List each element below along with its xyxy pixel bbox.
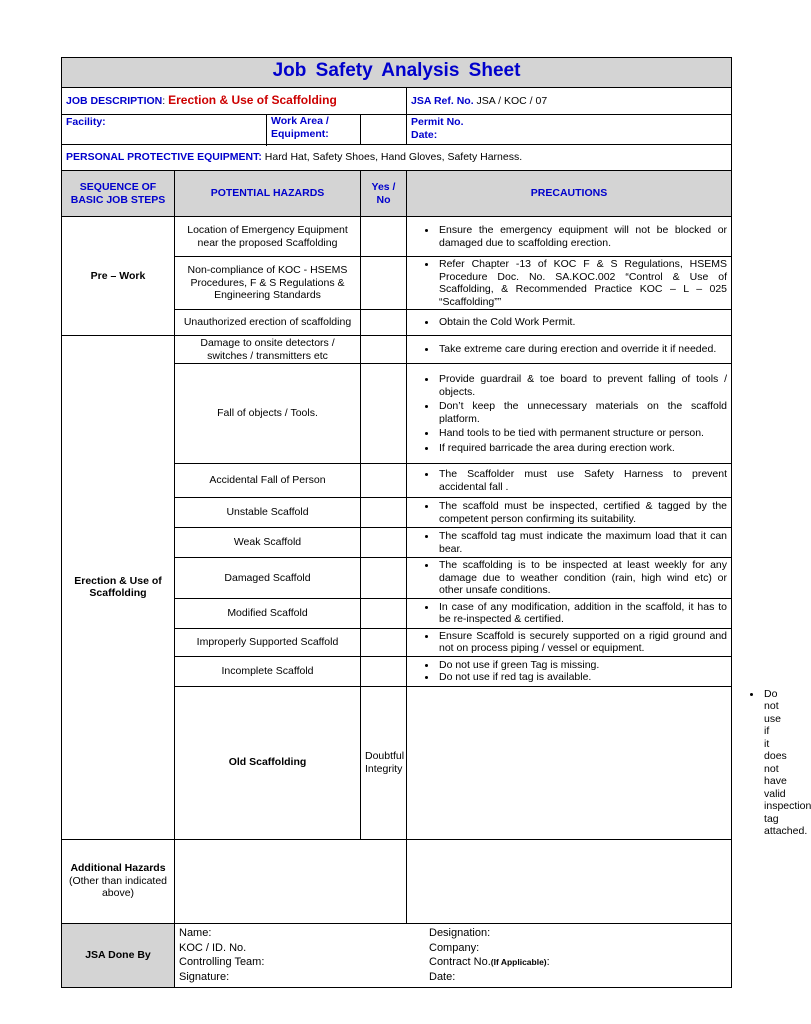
footer-designation: Designation: <box>429 927 491 939</box>
precaution-item: • Do not use if it does not have valid inspection tag attached. <box>762 688 764 838</box>
hazard-cell: Incomplete Scaffold <box>175 656 361 686</box>
additional-precautions-cell <box>407 839 732 923</box>
footer-company: Company: <box>429 941 480 954</box>
yes-no-cell <box>361 656 407 686</box>
precaution-item: • The scaffold tag must indicate the maximum load that it can bear. <box>437 530 727 555</box>
hazard-cell: Doubtful Integrity <box>361 686 407 839</box>
job-description-value: Erection & Use of Scaffolding <box>168 93 337 108</box>
table-row <box>62 217 732 257</box>
additional-hazards-title: Additional Hazards <box>70 862 166 875</box>
precaution-item: • Ensure the emergency equipment will not be blocked or damaged due to scaffolding erection. <box>437 224 727 249</box>
yes-no-cell <box>361 257 407 310</box>
yes-no-cell <box>407 686 732 839</box>
hazard-cell: Fall of objects / Tools. <box>175 364 361 464</box>
precaution-item: • Do not use if green Tag is missing. <box>437 659 727 672</box>
hazard-cell: Damage to onsite detectors / switches / transmitters etc <box>175 336 361 364</box>
title-row <box>62 58 732 88</box>
hazard-cell: Weak Scaffold <box>175 528 361 558</box>
ppe-value: Hard Hat, Safety Shoes, Hand Gloves, Safety Harness. <box>264 151 523 164</box>
header-precautions: PRECAUTIONS <box>407 171 732 217</box>
job-description-row: JOB DESCRIPTION: Erection & Use of Scaffolding JSA Ref. No. JSA / KOC / 07 <box>62 88 732 115</box>
jsa-done-by-row <box>62 923 732 987</box>
jsa-ref-value: JSA / KOC / 07 <box>476 94 548 107</box>
hazard-cell: Accidental Fall of Person <box>175 464 361 498</box>
hazard-cell: Non-compliance of KOC - HSEMS Procedures, F & S Regulations & Engineering Standards <box>175 257 361 310</box>
yes-no-cell <box>361 558 407 599</box>
additional-hazards-subtitle: (Other than indicated above) <box>68 874 168 900</box>
precaution-item: • In case of any modification, addition in the scaffold, it has to be re-inspected & certified. <box>437 601 727 626</box>
hazard-cell: Location of Emergency Equipment near the proposed Scaffolding <box>175 217 361 257</box>
yes-no-cell <box>361 310 407 336</box>
step-erection-use: Erection & Use of Scaffolding <box>62 336 175 840</box>
date-label: Date: <box>411 128 438 141</box>
yes-no-cell <box>361 498 407 528</box>
precaution-item: • The Scaffolder must use Safety Harness to prevent accidental fall . <box>437 468 727 493</box>
header-yes-no: Yes / No <box>361 171 407 217</box>
additional-hazards-row <box>62 839 732 923</box>
facility-label: Facility: <box>66 116 106 128</box>
footer-contract-no: Contract No. <box>429 956 491 968</box>
work-area-label: Work Area / Equipment: <box>271 115 329 140</box>
precaution-item: • The scaffolding is to be inspected at least weekly for any damage due to weather condition (rain, high wind etc) or other unsafe conditions. <box>437 559 727 597</box>
jsa-ref-label: JSA Ref. No. <box>411 94 474 107</box>
footer-name: Name: <box>179 927 212 939</box>
jsa-sheet-table <box>61 57 811 988</box>
precaution-item: • Do not use if red tag is available. <box>437 671 727 684</box>
footer-if-applicable: (If Applicable) <box>490 957 547 967</box>
footer-koc-id: KOC / ID. No. <box>179 941 247 954</box>
header-hazards: POTENTIAL HAZARDS <box>175 171 361 217</box>
permit-no-label: Permit No. <box>411 116 464 128</box>
additional-hazards-cell <box>175 839 407 923</box>
ppe-row <box>62 145 732 171</box>
yes-no-cell <box>361 598 407 628</box>
yes-no-cell <box>361 364 407 464</box>
precaution-item: • Ensure Scaffold is securely supported on a rigid ground and not on process piping / vessel or equipment. <box>437 630 727 655</box>
precaution-item: • Refer Chapter -13 of KOC F & S Regulations, HSEMS Procedure Doc. No. SA.KOC.002 “Control & Use of Scaffolding, & Recommended Practice KOC – L – 025 “Scaffolding”” <box>437 258 727 308</box>
step-old-scaffolding: Old Scaffolding <box>175 686 361 839</box>
footer-date: Date: <box>429 970 456 983</box>
header-steps: SEQUENCE OF BASIC JOB STEPS <box>62 171 175 217</box>
ppe-label: PERSONAL PROTECTIVE EQUIPMENT: <box>66 151 262 164</box>
yes-no-cell <box>361 528 407 558</box>
precaution-item: • Hand tools to be tied with permanent structure or person. <box>437 427 727 440</box>
precaution-item: • Obtain the Cold Work Permit. <box>437 316 727 329</box>
footer-signature: Signature: <box>179 970 230 983</box>
hazard-cell: Improperly Supported Scaffold <box>175 628 361 656</box>
jsa-done-by-label: JSA Done By <box>62 923 175 987</box>
job-description-label: JOB DESCRIPTION <box>66 95 163 108</box>
precaution-item: • Provide guardrail & toe board to prevent falling of tools / objects. <box>437 373 727 398</box>
hazard-cell: Modified Scaffold <box>175 598 361 628</box>
precaution-item: • If required barricade the area during erection work. <box>437 442 727 455</box>
sheet-title: Job Safety Analysis Sheet <box>272 60 521 82</box>
step-pre-work: Pre – Work <box>62 217 175 336</box>
column-header-row <box>62 171 732 217</box>
yes-no-cell <box>361 217 407 257</box>
yes-no-cell <box>361 336 407 364</box>
footer-controlling-team: Controlling Team: <box>179 956 265 968</box>
yes-no-cell <box>361 628 407 656</box>
hazard-cell: Damaged Scaffold <box>175 558 361 599</box>
yes-no-cell <box>361 464 407 498</box>
hazard-cell: Unstable Scaffold <box>175 498 361 528</box>
table-row <box>62 336 732 364</box>
precaution-item: • Take extreme care during erection and override it if needed. <box>437 343 727 356</box>
footer-colon: : <box>546 956 550 968</box>
precaution-item: • The scaffold must be inspected, certified & tagged by the competent person confirming its suitability. <box>437 500 727 525</box>
hazard-cell: Unauthorized erection of scaffolding <box>175 310 361 336</box>
precaution-item: • Don’t keep the unnecessary materials on the scaffold platform. <box>437 400 727 425</box>
facility-row <box>62 115 732 145</box>
